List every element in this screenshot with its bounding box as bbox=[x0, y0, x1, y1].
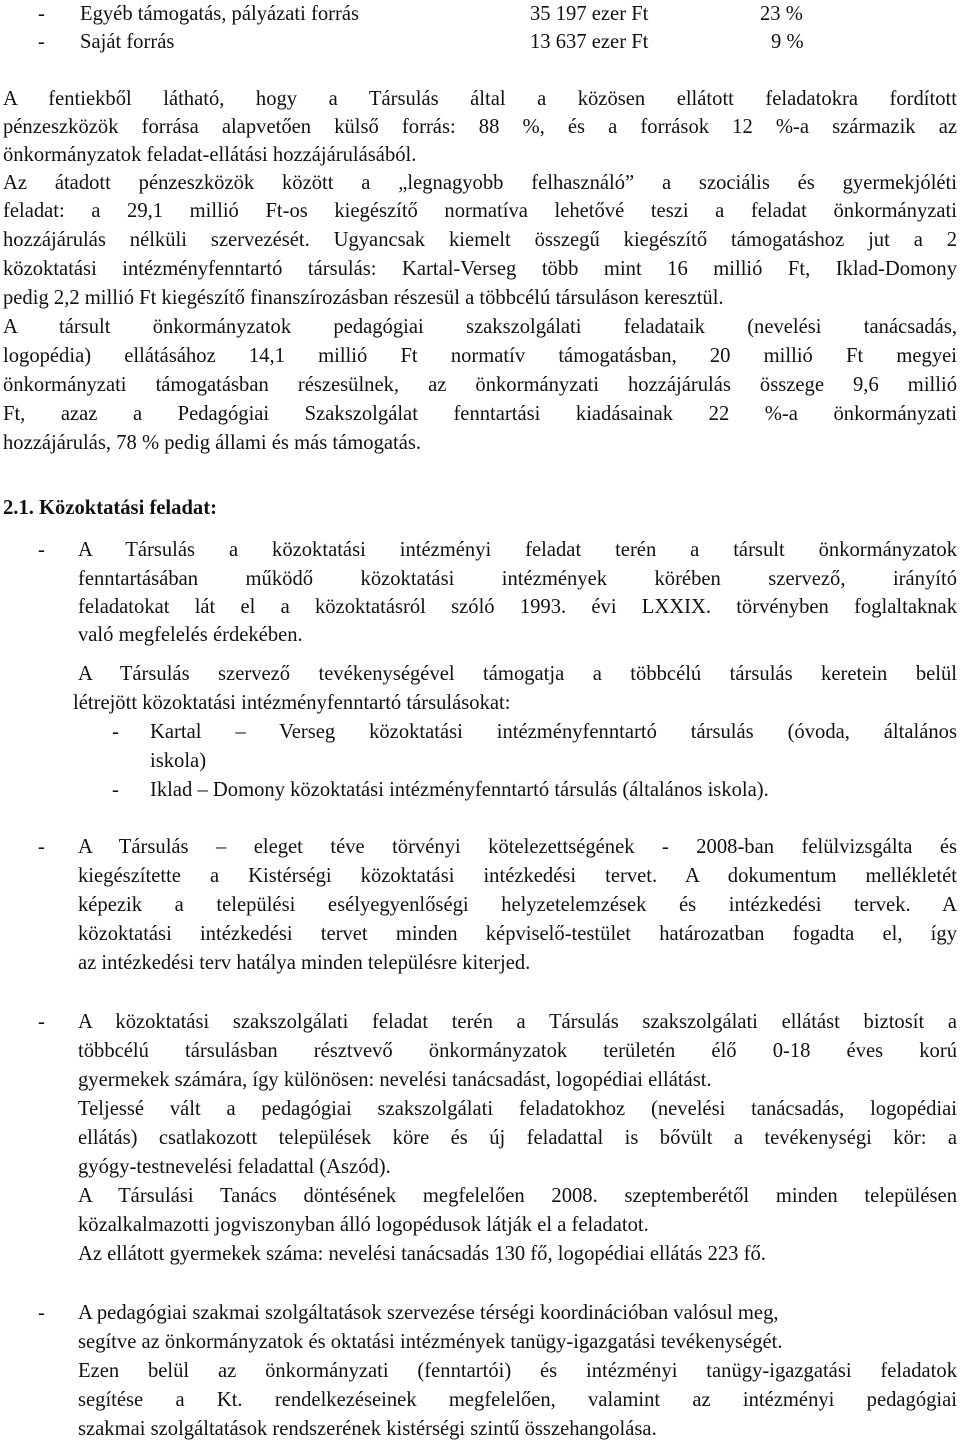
list-dash: - bbox=[38, 539, 45, 561]
source-amount: 35 197 ezer Ft bbox=[530, 3, 649, 25]
text-line: logopédia) ellátásához 14,1 millió Ft normatív támogatásban, 20 millió Ft megyei bbox=[3, 345, 957, 367]
text-line: gyógy-testnevelési feladattal (Aszód). bbox=[78, 1156, 391, 1178]
text-line: A Társulás – eleget téve törvényi kötelezettségének - 2008-ban felülvizsgálta és bbox=[78, 836, 957, 858]
text-line: ellátás) csatlakozott települések köre és új feladattal is bővült a tevékenységi kör: a bbox=[78, 1127, 957, 1149]
text-line: szakmai szolgáltatások rendszerének kistérségi szintű összehangolása. bbox=[78, 1418, 657, 1440]
text-line: Ezen belül az önkormányzati (fenntartói) és intézményi tanügy-igazgatási feladatok bbox=[78, 1360, 957, 1382]
list-dash: - bbox=[38, 1302, 45, 1324]
text-line: segítése a Kt. rendelkezéseinek megfelelően, valamint az intézményi pedagógiai bbox=[78, 1389, 957, 1411]
text-line: az intézkedési terv hatálya minden településre kiterjed. bbox=[78, 952, 531, 974]
text-line: többcélú társulásban résztvevő önkormányzatok területén élő 0-18 éves korú bbox=[78, 1040, 957, 1062]
list-dash: - bbox=[38, 836, 45, 858]
text-line: feladat: a 29,1 millió Ft-os kiegészítő normatíva lehetővé teszi a feladat önkormányzati bbox=[3, 200, 957, 222]
text-line: Kartal – Verseg közoktatási intézményfenntartó társulás (óvoda, általános bbox=[150, 721, 957, 743]
text-line: Iklad – Domony közoktatási intézményfenntartó társulás (általános iskola). bbox=[150, 779, 769, 801]
source-row bbox=[0, 28, 960, 57]
text-line: A Társulás a közoktatási intézményi feladat terén a társult önkormányzatok bbox=[78, 539, 957, 561]
text-line: önkormányzati támogatásban részesülnek, az önkormányzati hozzájárulás összege 9,6 millió bbox=[3, 374, 957, 396]
text-line: Az átadott pénzeszközök között a „legnagyobb felhasználó” a szociális és gyermekjóléti bbox=[3, 172, 957, 194]
text-line: létrejött közoktatási intézményfenntartó társulásokat: bbox=[73, 692, 511, 714]
list-dash: - bbox=[112, 721, 119, 743]
text-line: Az ellátott gyermekek száma: nevelési tanácsadás 130 fő, logopédiai ellátás 223 fő. bbox=[78, 1243, 766, 1265]
text-line: A közoktatási szakszolgálati feladat terén a Társulás szakszolgálati ellátást biztosít a bbox=[78, 1011, 957, 1033]
source-label: Egyéb támogatás, pályázati forrás bbox=[80, 3, 360, 25]
list-dash: - bbox=[112, 779, 119, 801]
text-line: Teljessé vált a pedagógiai szakszolgálati feladatokhoz (nevelési tanácsadás, logopédiai bbox=[78, 1098, 957, 1120]
source-row bbox=[0, 0, 960, 29]
text-line: A társult önkormányzatok pedagógiai szakszolgálati feladataik (nevelési tanácsadás, bbox=[3, 316, 957, 338]
text-line: való megfelelés érdekében. bbox=[78, 624, 303, 646]
text-line: önkormányzatok feladat-ellátási hozzájárulásából. bbox=[3, 144, 417, 166]
text-line: feladatokat lát el a közoktatásról szóló 1993. évi LXXIX. törvényben foglaltaknak bbox=[78, 596, 957, 618]
source-label: Saját forrás bbox=[80, 31, 175, 53]
text-line: közoktatási intézkedési tervet minden képviselő-testület határozatban fogadta el, így bbox=[78, 923, 957, 945]
text-line: fenntartásában működő közoktatási intézmények körében szervező, irányító bbox=[78, 568, 957, 590]
text-line: Ft, azaz a Pedagógiai Szakszolgálat fenntartási kiadásainak 22 %-a önkormányzati bbox=[3, 403, 957, 425]
text-line: képezik a települési esélyegyenlőségi helyzetelemzések és intézkedési tervek. A bbox=[78, 894, 957, 916]
text-line: közalkalmazotti jogviszonyban álló logopédusok látják el a feladatot. bbox=[78, 1214, 649, 1236]
text-line: pénzeszközök forrása alapvetően külső forrás: 88 %, és a források 12 %-a származik az bbox=[3, 116, 957, 138]
list-dash: - bbox=[38, 31, 45, 53]
list-dash: - bbox=[38, 3, 45, 25]
text-line: közoktatási intézményfenntartó társulás: Kartal-Verseg több mint 16 millió Ft, Iklad-Domony bbox=[3, 258, 957, 280]
text-line: pedig 2,2 millió Ft kiegészítő finanszírozásban részesül a többcélú társuláson keresztül. bbox=[3, 287, 724, 309]
source-percent: 23 % bbox=[760, 3, 803, 25]
text-line: A pedagógiai szakmai szolgáltatások szervezése térségi koordinációban valósul meg, bbox=[78, 1302, 779, 1324]
text-line: A Társulás szervező tevékenységével támogatja a többcélú társulás keretein belül bbox=[78, 663, 957, 685]
text-line: kiegészítette a Kistérségi közoktatási intézkedési tervet. A dokumentum mellékletét bbox=[78, 865, 957, 887]
source-percent: 9 % bbox=[771, 31, 804, 53]
text-line: hozzájárulás nélküli szervezését. Ugyancsak kiemelt összegű kiegészítő támogatáshoz jut a 2 bbox=[3, 229, 957, 251]
text-line: A Társulási Tanács döntésének megfelelően 2008. szeptemberétől minden településen bbox=[78, 1185, 957, 1207]
section-heading: 2.1. Közoktatási feladat: bbox=[3, 497, 217, 519]
list-dash: - bbox=[38, 1011, 45, 1033]
text-line: hozzájárulás, 78 % pedig állami és más támogatás. bbox=[3, 432, 422, 454]
text-line: segítve az önkormányzatok és oktatási intézmények tanügy-igazgatási tevékenységét. bbox=[78, 1331, 783, 1353]
text-line: gyermekek számára, így különösen: nevelési tanácsadást, logopédiai ellátást. bbox=[78, 1069, 712, 1091]
text-line: A fentiekből látható, hogy a Társulás által a közösen ellátott feladatokra fordított bbox=[3, 88, 957, 110]
source-amount: 13 637 ezer Ft bbox=[530, 31, 649, 53]
text-line: iskola) bbox=[150, 750, 207, 772]
